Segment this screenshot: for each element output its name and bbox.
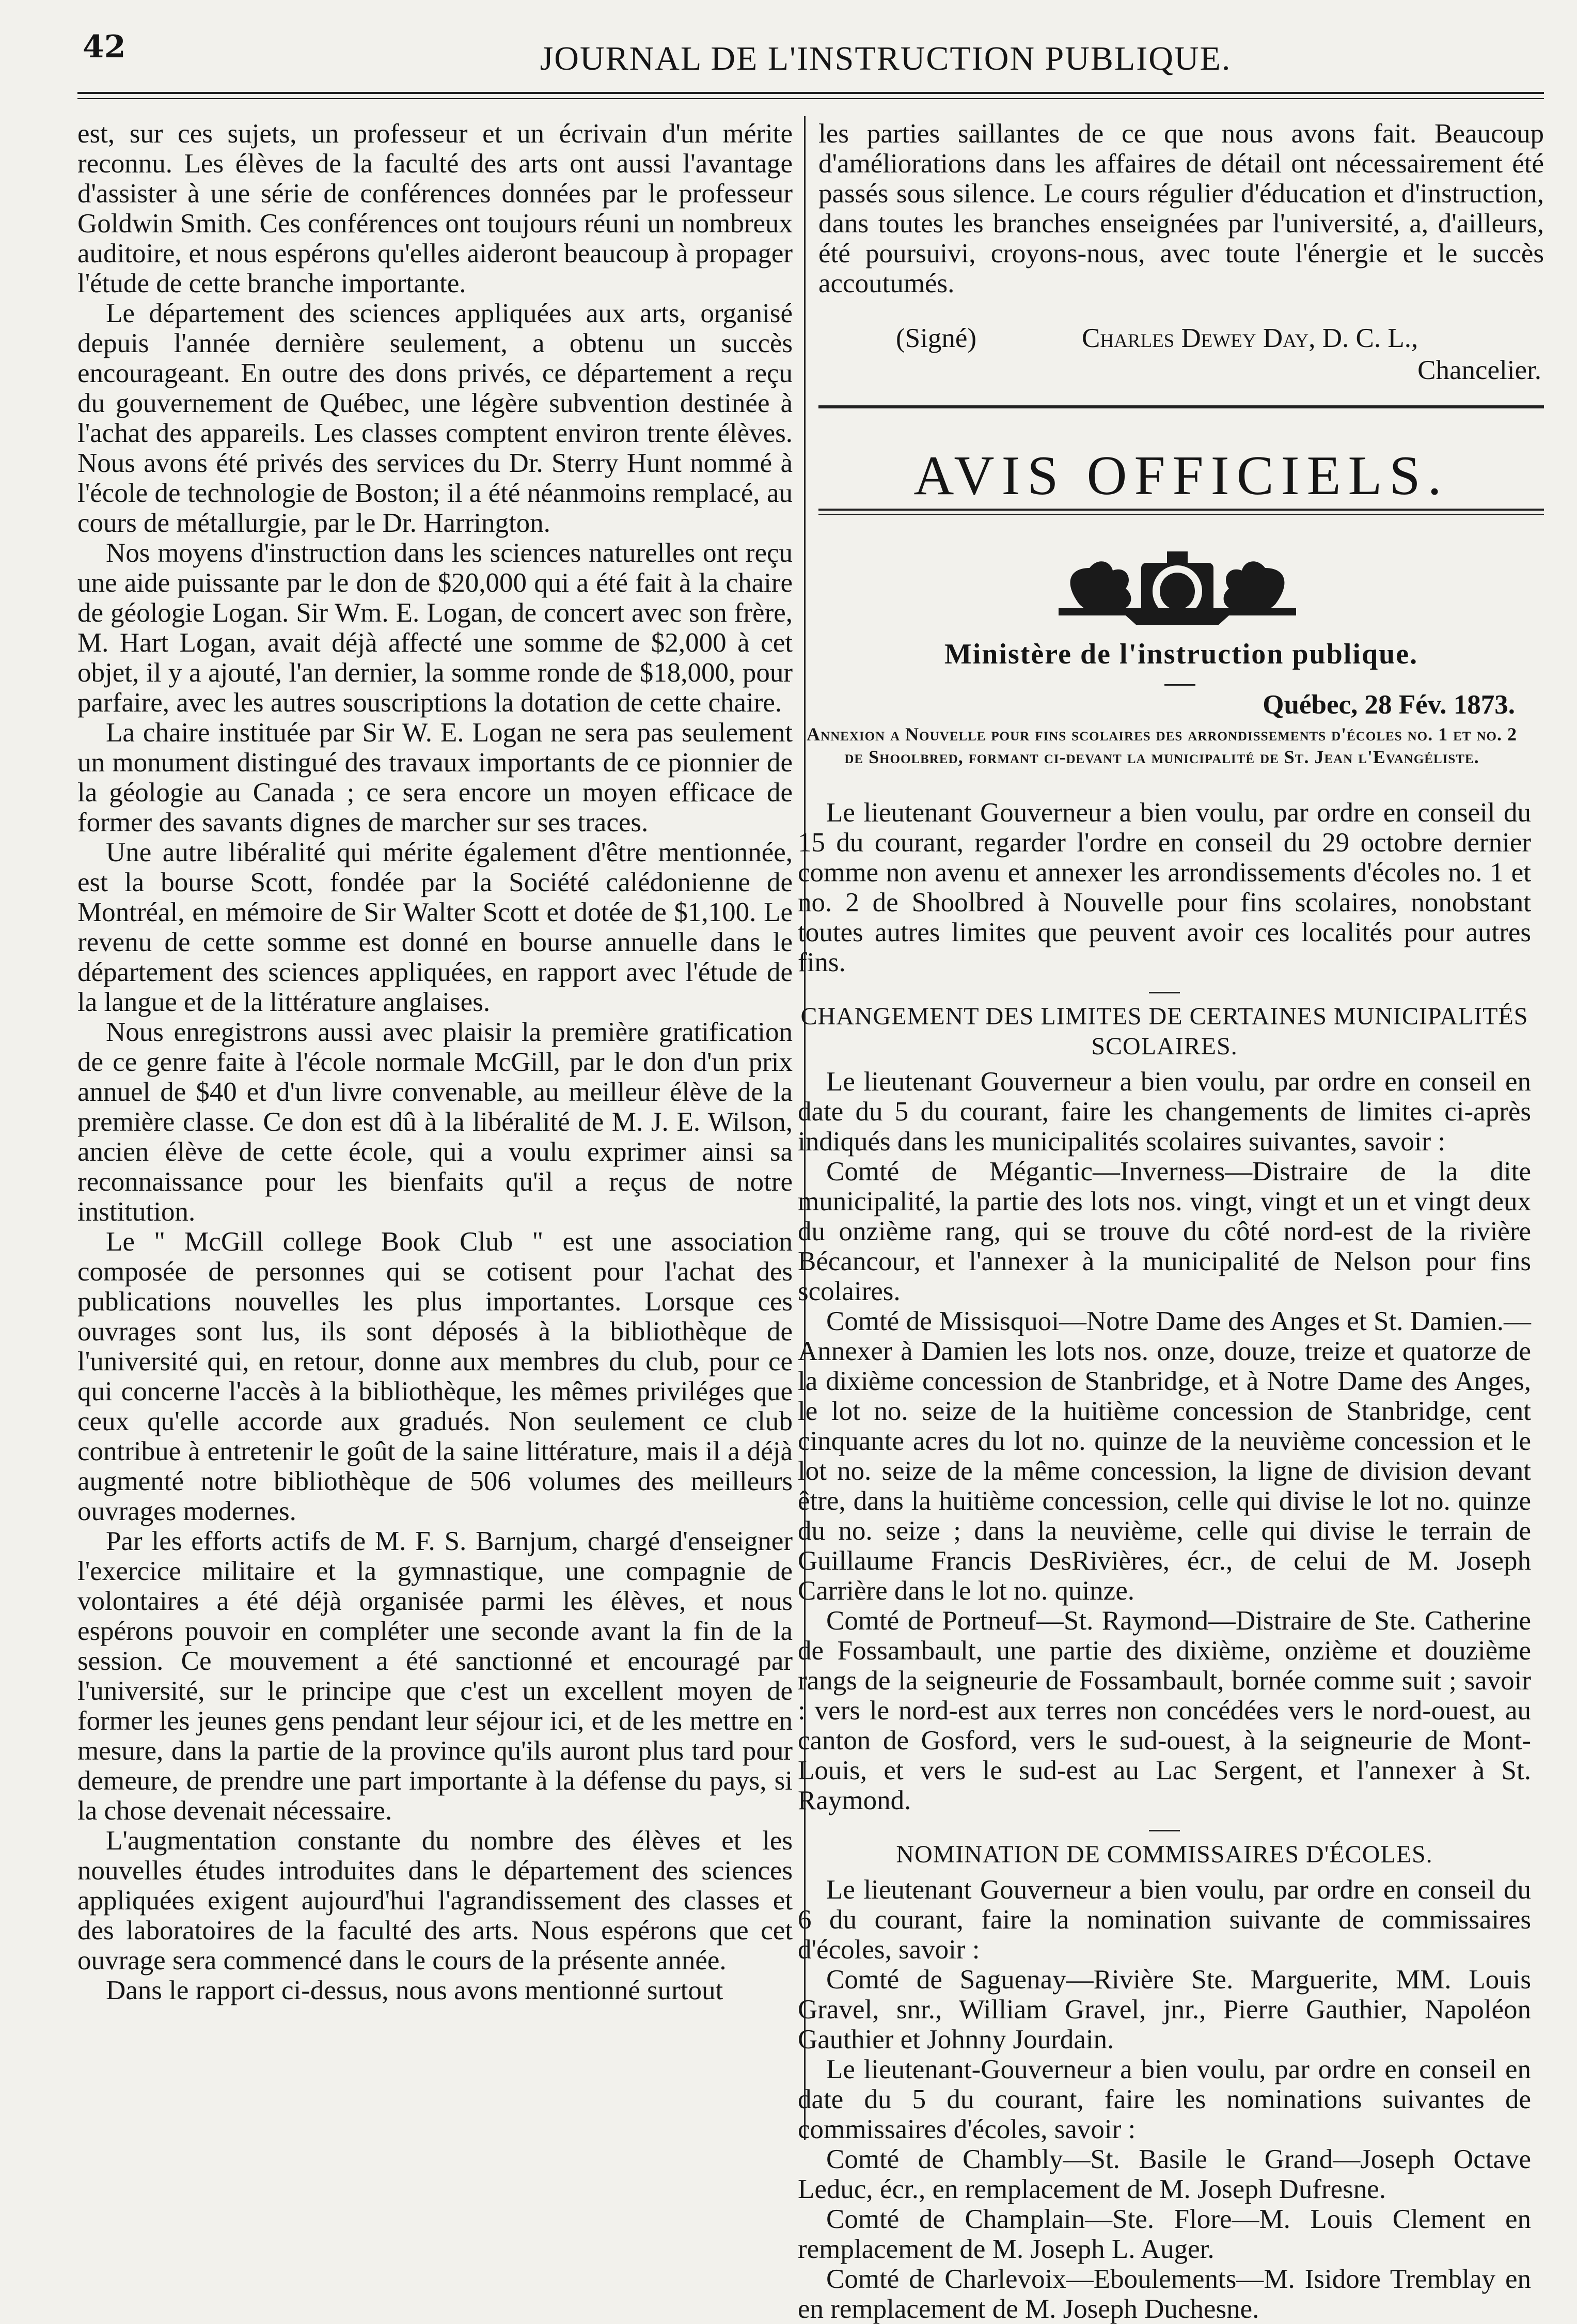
left-paragraph: La chaire instituée par Sir W. E. Logan ne sera pas seulement un monument distingué des travaux importants de ce pionnier de la géologie au Canada ; ce sera encore un moyen efficace de former des savants dignes de marcher sur ses traces.	[77, 718, 793, 837]
annexion-heading: Annexion a Nouvelle pour fins scolaires des arrondissements d'écoles no. 1 et no. 2 de Shoolbred, formant ci-devant la municipalité de St. Jean l'Evangéliste.	[807, 724, 1517, 767]
section-rule	[818, 405, 1544, 408]
heading-dash	[1164, 684, 1195, 686]
right-paragraph: Comté de Champlain—Ste. Flore—M. Louis Clement en remplacement de M. Joseph L. Auger.	[798, 2204, 1531, 2264]
section-dash	[1149, 1830, 1180, 1831]
section-dash	[1149, 992, 1180, 993]
ministry-heading: Ministère de l'instruction publique.	[944, 638, 1418, 670]
left-paragraph: L'augmentation constante du nombre des élèves et les nouvelles études introduites dans le département des sciences appliquées exigent aujourd'hui l'agrandissement des classes et des laboratoires de la faculté des arts. Nous espérons que cet ouvrage sera commencé dans le cours de la présente année.	[77, 1826, 793, 1975]
left-paragraph: Dans le rapport ci-dessus, nous avons mentionné surtout	[106, 1975, 723, 2005]
left-paragraph: Le " McGill college Book Club " est une association composée de personnes qui se cotisent pour l'achat des publications nouvelles les plus importantes. Lorsque ces ouvrages sont lus, ils sont déposés à la bibliothèque de l'université qui, en retour, donne aux membres du club, pour ce qui concerne l'accès à la bibliothèque, les mêmes priviléges que ceux qu'elle accorde aux gradués. Non seulement ce club contribue à entretenir le goût de la saine littérature, mais il a déjà augmenté notre bibliothèque de 506 volumes des meilleurs ouvrages modernes.	[77, 1227, 793, 1526]
left-paragraph: Par les efforts actifs de M. F. S. Barnjum, chargé d'enseigner l'exercice militaire et la gymnastique, une compagnie de volontaires a été déjà organisée parmi les élèves, et nous espérons pouvoir en compléter une seconde avant la fin de la session. Ce mouvement a été sanctionné et encouragé par l'université, sur le principe que c'est un excellent moyen de former les jeunes gens pendant leur séjour ici, et de les mettre en mesure, dans la partie de la province qu'ils auront plus tard pour demeure, de prendre une part importante à la défense du pays, si la chose devenait nécessaire.	[77, 1526, 793, 1826]
right-paragraph: Comté de Saguenay—Rivière Ste. Marguerite, MM. Louis Gravel, snr., William Gravel, jnr., Pierre Gauthier, Napoléon Gauthier et Johnny Jourdain.	[798, 1965, 1531, 2054]
left-column	[77, 119, 793, 2005]
right-paragraph: Comté de Portneuf—St. Raymond—Distraire de Ste. Catherine de Fossambault, une partie des dixième, onzième et douzième rangs de la seigneurie de Fossambault, bornée comme suit ; savoir : vers le nord-est aux terres non concédées vers le nord-ouest, au canton de Gosford, vers le sud-ouest, à la seigneurie de Mont-Louis, et vers le sud-est au Lac Sergent, et l'annexer à St. Raymond.	[798, 1606, 1531, 1815]
left-paragraph: est, sur ces sujets, un professeur et un écrivain d'un mérite reconnu. Les élèves de la faculté des arts ont aussi l'avantage d'assister à une série de conférences données par le professeur Goldwin Smith. Ces conférences ont toujours réuni un nombreux auditoire, et nous espérons qu'elles aideront beaucoup à propager l'étude de cette branche importante.	[77, 119, 793, 298]
right-paragraph: Le lieutenant Gouverneur a bien voulu, par ordre en conseil en date du 5 du courant, faire les changements de limites ci-après indiqués dans les municipalités scolaires suivantes, savoir :	[798, 1067, 1531, 1157]
signed-label: (Signé)	[896, 323, 977, 353]
signatory-name: Charles Dewey Day, D. C. L.,	[1082, 323, 1418, 353]
left-paragraph: Nous enregistrons aussi avec plaisir la première gratification de ce genre faite à l'école normale McGill, par le don d'un prix annuel de $40 et d'un livre convenable, au meilleur élève de la première classe. Ce don est dû à la libéralité de M. J. E. Wilson, ancien élève de cette école, qui a voulu exprimer ainsi sa reconnaissance pour les bienfaits qu'il a reçus de notre institution.	[77, 1017, 793, 1227]
right-paragraph: Le lieutenant Gouverneur a bien voulu, par ordre en conseil du 6 du courant, faire la nomination suivante de commissaires d'écoles, savoir :	[798, 1875, 1531, 1965]
section-rule	[818, 509, 1544, 515]
left-paragraph: Le département des sciences appliquées aux arts, organisé depuis l'année dernière seulement, a obtenu un succès encourageant. En outre des dons privés, ce département a reçu du gouvernement de Québec, une légère subvention destinée à l'achat des appareils. Les classes comptent environ trente élèves. Nous avons été privés des services du Dr. Sterry Hunt nommé à l'école de technologie de Boston; il a été néanmoins remplacé, au cours de métallurgie, par le Dr. Harrington.	[77, 298, 793, 538]
right-paragraph: Comté de Mégantic—Inverness—Distraire de la dite municipalité, la partie des lots nos. vingt, vingt et un et vingt deux du onzième rang, qui se trouve du côté nord-est de la rivière Bécancour, et l'annexer à la municipalité de Nelson pour fins scolaires.	[798, 1157, 1531, 1306]
section-heading: NOMINATION DE COMMISSAIRES D'ÉCOLES.	[896, 1841, 1433, 1868]
right-column-sections	[798, 798, 1531, 2324]
left-paragraph: Nos moyens d'instruction dans les sciences naturelles ont reçu une aide puissante par le don de $20,000 qui a été fait à la chaire de géologie Logan. Sir Wm. E. Logan, de concert avec son frère, M. Hart Logan, avait déjà affecté une somme de $2,000 à cet objet, il y a ajouté, l'an dernier, la somme ronde de $18,000, pour parfaire, avec les autres souscriptions la dotation de cette chaire.	[77, 538, 793, 718]
right-paragraph: Comté de Charlevoix—Eboulements—M. Isidore Tremblay en en remplacement de M. Joseph Duchesne.	[798, 2264, 1531, 2324]
right-paragraph: Le lieutenant Gouverneur a bien voulu, par ordre en conseil du 15 du courant, regarder l'ordre en conseil du 29 octobre dernier comme non avenu et annexer les arrondissements d'écoles no. 1 et no. 2 de Shoolbred à Nouvelle pour fins scolaires, nonobstant toutes autres limites que peuvent avoir ces localités pour autres fins.	[798, 798, 1531, 977]
right-paragraph: Comté de Chambly—St. Basile le Grand—Joseph Octave Leduc, écr., en remplacement de M. Joseph Dufresne.	[798, 2144, 1531, 2204]
right-top-text	[818, 119, 1544, 298]
header-rule	[77, 92, 1544, 99]
right-top-paragraph: les parties saillantes de ce que nous avons fait. Beaucoup d'améliorations dans les affaires de détail ont nécessairement été passés sous silence. Le cours régulier d'éducation et d'instruction, dans toutes les branches enseignées par l'université, a, d'ailleurs, été poursuivi, croyons-nous, avec toute l'énergie et le succès accoutumés.	[818, 119, 1544, 298]
dateline: Québec, 28 Fév. 1873.	[1263, 690, 1515, 720]
right-paragraph: Le lieutenant-Gouverneur a bien voulu, par ordre en conseil en date du 5 du courant, faire les nominations suivantes de commissaires d'écoles, savoir :	[798, 2054, 1531, 2144]
page-number: 42	[83, 29, 126, 65]
coat-of-arms-ornament-icon	[1048, 547, 1306, 630]
avis-officiels-title: AVIS OFFICIELS.	[913, 445, 1449, 507]
left-paragraph: Une autre libéralité qui mérite également d'être mentionnée, est la bourse Scott, fondée par la Société calédonienne de Montréal, en mémoire de Sir Walter Scott et dotée de $1,100. Le revenu de cette somme est donné en bourse annuelle dans le département des sciences appliquées, en rapport avec l'étude de la langue et de la littérature anglaises.	[77, 837, 793, 1017]
signatory-role: Chancelier.	[1417, 355, 1541, 385]
journal-title: JOURNAL DE L'INSTRUCTION PUBLIQUE.	[540, 40, 1232, 77]
section-heading: CHANGEMENT DES LIMITES DE CERTAINES MUNICIPALITÉS SCOLAIRES.	[800, 1003, 1528, 1060]
right-paragraph: Comté de Missisquoi—Notre Dame des Anges et St. Damien.—Annexer à Damien les lots nos. onze, douze, treize et quatorze de la dixième concession de Stanbridge, et à Notre Dame des Anges, le lot no. seize de la huitième concession de Stanbridge, cent cinquante acres du lot no. quinze de la neuvième concession et le lot no. seize de la même concession, la ligne de division devant être, dans la huitième concession, celle qui divise le lot no. quinze du no. seize ; dans la neuvième, celle qui divise le terrain de Guillaume Francis DesRivières, écr., de celui de M. Joseph Carrière dans le lot no. quinze.	[798, 1306, 1531, 1606]
page-header	[77, 25, 1539, 82]
